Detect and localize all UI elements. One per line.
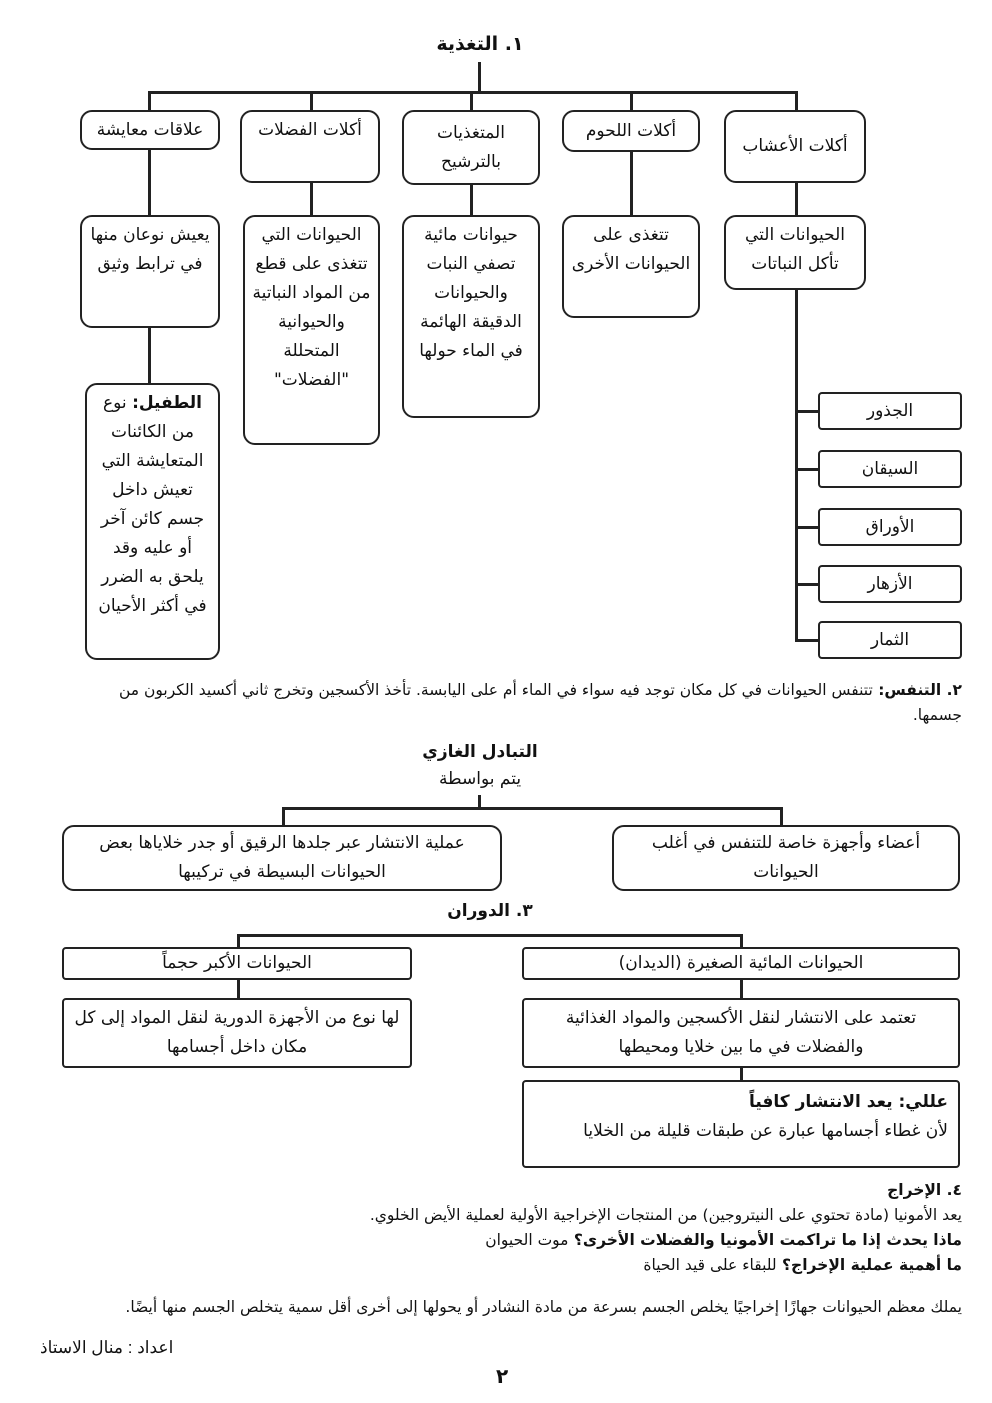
- respiration-text: تتنفس الحيوانات في كل مكان توجد فيه سواء في الماء أم على اليابسة. تأخذ الأكسجين وتخرج ثاني أكسيد الكربون من جسمها.: [118, 681, 962, 724]
- connector: [795, 583, 819, 586]
- detritivores-desc: الحيوانات التي تتغذى على قطع من المواد النباتية والحيوانية المتحللة "الفضلات": [243, 215, 380, 445]
- connector: [630, 91, 633, 111]
- connector: [740, 1068, 743, 1080]
- parasite-box: [85, 383, 220, 660]
- connector: [740, 980, 743, 998]
- answer: للبقاء على قيد الحياة: [643, 1256, 777, 1274]
- connector: [795, 183, 798, 215]
- connector: [780, 807, 783, 825]
- gas-exchange-sub: يتم بواسطة: [438, 769, 522, 789]
- parasite-term: الطفيل:: [132, 393, 202, 413]
- reason-question: عللي: يعد الانتشار كافياً: [748, 1092, 948, 1112]
- reason-box: [522, 1080, 960, 1168]
- connector: [282, 807, 285, 825]
- connector: [282, 807, 782, 810]
- herbivores-desc: الحيوانات التي تأكل النباتات: [724, 215, 866, 290]
- filter-feeders-desc: حيوانات مائية تصفي النبات والحيوانات الدقيقة الهائمة في الماء حولها: [402, 215, 540, 418]
- diffusion-box: عملية الانتشار عبر جلدها الرقيق أو جدر خلاياها بعض الحيوانات البسيطة في تركيبها: [62, 825, 502, 891]
- respiration-paragraph: [90, 678, 962, 728]
- respiration-term: ٢. التنفس:: [878, 681, 962, 699]
- circulation-title: ٣. الدوران: [447, 901, 533, 921]
- connector: [795, 526, 819, 529]
- connector: [237, 980, 240, 998]
- symbiosis-desc: يعيش نوعان منها في ترابط وثيق: [80, 215, 220, 328]
- connector: [795, 410, 819, 413]
- connector: [310, 91, 313, 111]
- larger-animals-desc: لها نوع من الأجهزة الدورية لنقل المواد إلى كل مكان داخل أجسامها: [62, 998, 412, 1068]
- parasite-desc: نوع من الكائنات المتعايشة التي تعيش داخل جسم كائن آخر أو عليه وقد يلحق به الضرر في أكثر الأحيان: [98, 393, 207, 616]
- larger-animals-header: الحيوانات الأكبر حجماً: [62, 947, 412, 980]
- author-credit: اعداد : منال الاستاذ: [40, 1338, 174, 1357]
- answer: موت الحيوان: [485, 1231, 569, 1249]
- excretion-line4: يملك معظم الحيوانات جهازًا إخراجيًا يخلص الجسم بسرعة من مادة النشادر أو يحولها إلى أخرى أقل سمية يتخلص الجسم منها أيضًا.: [125, 1298, 962, 1316]
- connector: [740, 934, 743, 948]
- plant-part-leaves: الأوراق: [818, 508, 962, 546]
- respiratory-organs-box: أعضاء وأجهزة خاصة للتنفس في أغلب الحيوانات: [612, 825, 960, 891]
- plant-part-flowers: الأزهار: [818, 565, 962, 603]
- connector: [795, 91, 798, 111]
- excretion-line1: يعد الأمونيا (مادة تحتوي على النيتروجين) من المنتجات الإخراجية الأولية لعملية الأيض الخلوي.: [369, 1206, 962, 1224]
- category-carnivores: أكلات اللحوم: [562, 110, 700, 152]
- excretion-q1: [40, 1228, 962, 1253]
- connector: [148, 150, 151, 215]
- excretion-title: ٤. الإخراج: [887, 1181, 962, 1199]
- connector: [795, 290, 798, 641]
- connector: [630, 152, 633, 215]
- plant-part-stems: السيقان: [818, 450, 962, 488]
- category-symbiosis: علاقات معايشة: [80, 110, 220, 150]
- connector: [470, 185, 473, 215]
- small-aquatic-desc: تعتمد على الانتشار لنقل الأكسجين والمواد الغذائية والفضلات في ما بين خلايا ومحيطها: [522, 998, 960, 1068]
- small-aquatic-header: الحيوانات المائية الصغيرة (الديدان): [522, 947, 960, 980]
- connector: [148, 328, 151, 383]
- connector: [795, 639, 819, 642]
- category-filter-feeders: المتغذيات بالترشيح: [402, 110, 540, 185]
- gas-exchange-title: التبادل الغازي: [422, 742, 538, 762]
- connector: [237, 934, 240, 948]
- category-herbivores: أكلات الأعشاب: [724, 110, 866, 183]
- excretion-q2: [40, 1253, 962, 1278]
- question: ما أهمية عملية الإخراج؟: [782, 1256, 962, 1274]
- connector: [237, 934, 742, 937]
- nutrition-title: ١. التغذية: [436, 33, 524, 55]
- category-detritivores: أكلات الفضلات: [240, 110, 380, 183]
- connector: [795, 468, 819, 471]
- connector: [478, 62, 481, 92]
- plant-part-roots: الجذور: [818, 392, 962, 430]
- plant-part-fruits: الثمار: [818, 621, 962, 659]
- carnivores-desc: تتغذى على الحيوانات الأخرى: [562, 215, 700, 318]
- connector: [470, 91, 473, 111]
- connector: [148, 91, 151, 111]
- reason-answer: لأن غطاء أجسامها عبارة عن طبقات قليلة من الخلايا: [583, 1121, 948, 1141]
- page-number: ٢: [496, 1364, 509, 1388]
- connector: [310, 183, 313, 215]
- question: ماذا يحدث إذا ما تراكمت الأمونيا والفضلات الأخرى؟: [573, 1231, 962, 1249]
